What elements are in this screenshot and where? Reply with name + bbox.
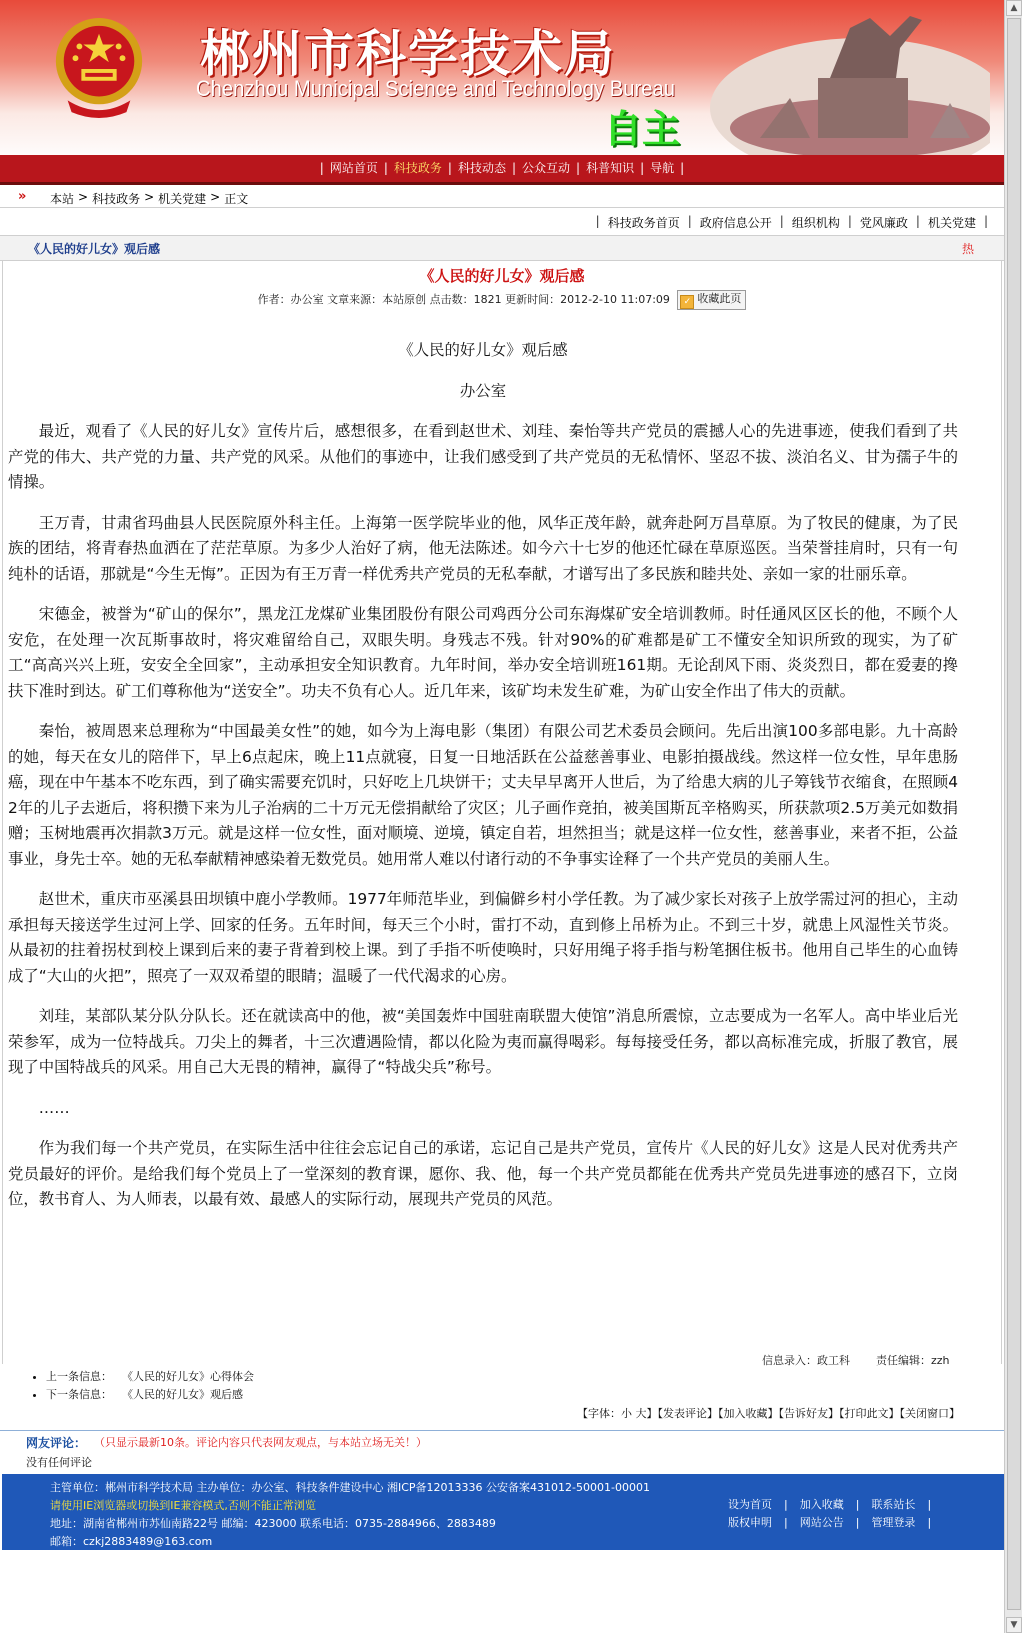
nav-item[interactable]: 科技政务: [393, 161, 442, 175]
next-label: 下一条信息：: [46, 1388, 112, 1401]
comment-title: 网友评论：: [26, 1436, 87, 1450]
footer-link[interactable]: 设为首页: [728, 1498, 772, 1511]
breadcrumb-item[interactable]: 科技政务: [92, 192, 141, 206]
source-value: 本站原创: [382, 293, 427, 306]
article-titlebar: [0, 235, 1004, 261]
subnav-item[interactable]: 机关党建: [927, 216, 976, 230]
statue-photo: [700, 8, 990, 158]
scroll-thumb[interactable]: [1007, 18, 1021, 1610]
bookmark-label: 收藏此页: [697, 292, 742, 305]
subnav-item[interactable]: 科技政务首页: [607, 216, 680, 230]
scroll-down-icon[interactable]: ▼: [1006, 1617, 1022, 1633]
article-paragraph: 最近，观看了《人民的好儿女》宣传片后，感想很多，在看到赵世术、刘珪、秦怡等共产党员的震撼人心的先进事迹，使我们看到了共产党的伟大、共产党的力量、共产党的风采。从他们的事迹中，让我们感受到了共产党员的无私情怀、坚忍不拔、淡泊名义、甘为孺子牛的情操。: [8, 422, 958, 491]
nav-separator: |: [640, 161, 645, 175]
national-emblem-icon: [50, 14, 148, 124]
banner-slogan: 自主: [604, 107, 681, 151]
hits-label: 点击数：: [429, 293, 474, 306]
bookmark-icon: ✓: [680, 295, 694, 309]
breadcrumb-item[interactable]: 机关党建: [158, 192, 207, 206]
subnav-separator: |: [687, 214, 692, 228]
footer-separator: |: [927, 1516, 932, 1529]
article-paragraph: 王万青，甘肃省玛曲县人民医院原外科主任。上海第一医学院毕业的他，风华正茂年龄，就奔赴阿万昌草原。为了牧民的健康，为了民族的团结，将青春热血洒在了茫茫草原。为多少人治好了病，他无法陈述。如今六十七岁的他还忙碌在草原巡医。当荣誉挂肩时，只有一句纯朴的话语，那就是“今生无悔”。正因为有王万青一样优秀共产党员的无私奉献，才谱写出了多民族和睦共处、亲如一家的壮丽乐章。: [8, 513, 958, 583]
footer-right-strip: [964, 1474, 1004, 1550]
article-heading: 《人民的好儿女》观后感: [398, 341, 568, 359]
next-item: [46, 1386, 254, 1404]
article-paragraph: ……: [38, 1098, 70, 1117]
titlebar-title[interactable]: 《人民的好儿女》观后感: [28, 242, 161, 256]
subnav-item[interactable]: 政府信息公开: [699, 216, 772, 230]
vertical-scrollbar[interactable]: [1004, 0, 1022, 1633]
site-banner: [0, 0, 1004, 162]
subnav-item[interactable]: 党风廉政: [859, 216, 908, 230]
scroll-up-icon[interactable]: ▲: [1006, 0, 1022, 16]
footer-line1: 主管单位：郴州市科学技术局 主办单位：办公室、科技条件建设中心 湘ICP备12013336 公安备案431012-50001-00001: [50, 1481, 650, 1494]
hot-label: 热: [961, 242, 974, 256]
nav-item[interactable]: 公众互动: [522, 161, 571, 175]
subnav-item[interactable]: 组织机构: [791, 216, 840, 230]
comment-header: [0, 1430, 1004, 1451]
bookmark-button[interactable]: [677, 290, 746, 310]
footer-link[interactable]: 版权申明: [728, 1516, 772, 1529]
entry-value: 政工科: [817, 1354, 850, 1367]
footer-links: [722, 1496, 937, 1532]
article-tools[interactable]: 【字体：小 大】【发表评论】【加入收藏】【告诉好友】【打印此文】【关闭窗口】: [577, 1407, 960, 1420]
subnav-separator: |: [915, 214, 920, 228]
breadcrumb-separator: >: [78, 190, 89, 204]
author-value: 办公室: [290, 293, 324, 306]
site-subtitle: Chenzhou Municipal Science and Technology Bureau: [196, 76, 675, 101]
updated-label: 更新时间：: [505, 293, 561, 306]
updated-value: 2012-2-10 11:07:09: [560, 293, 670, 306]
site-title: 郴州市科学技术局: [200, 25, 616, 83]
article-paragraph: 刘珪，某部队某分队分队长。还在就读高中的他，被“美国轰炸中国驻南联盟大使馆”消息所震惊，立志要成为一名军人。高中毕业后光荣参军，成为一位特战兵。刀尖上的舞者，十三次遭遇险情，都以化险为夷而赢得喝彩。每每接受任务，都以高标准完成，折服了教官，展现了中国特战兵的风采。用自己大无畏的精神，赢得了“特战尖兵”称号。: [8, 1007, 958, 1076]
footer-address: 地址：湖南省郴州市苏仙南路22号 邮编：423000 联系电话：0735-2884966、2883489: [50, 1517, 496, 1530]
footer-separator: |: [855, 1498, 860, 1511]
article-title: 《人民的好儿女》观后感: [419, 267, 585, 285]
prev-item: [46, 1368, 254, 1386]
breadcrumb-item[interactable]: 本站: [50, 192, 75, 206]
hits-value: 1821: [473, 293, 502, 306]
prev-label: 上一条信息：: [46, 1370, 112, 1383]
sub-navigation: [0, 212, 1004, 232]
entry-label: 信息录入：: [762, 1354, 817, 1367]
subnav-separator: |: [847, 214, 852, 228]
article-paragraph: 宋德金，被誉为“矿山的保尔”，黑龙江龙煤矿业集团股份有限公司鸡西分公司东海煤矿安全培训教师。时任通风区区长的他，不顾个人安危，在处理一次瓦斯事故时，将灾难留给自己，双眼失明。身残志不残。针对90%的矿难都是矿工不懂安全知识所致的现实，为了矿工“高高兴兴上班，安安全全回家”，主动承担安全知识教育。九年时间，举办安全培训班161期。无论刮风下雨、炎炎烈日，都在爱妻的搀扶下准时到达。矿工们尊称他为“送安全”。功夫不负有心人。近几年来，该矿均未发生矿难，为矿山安全作出了伟大的贡献。: [8, 605, 958, 700]
article-meta: [0, 290, 1004, 310]
footer-link[interactable]: 加入收藏: [799, 1498, 844, 1511]
source-label: 文章来源：: [327, 293, 383, 306]
breadcrumb: [0, 187, 1004, 208]
nav-separator: |: [447, 161, 452, 175]
footer-link[interactable]: 管理登录: [871, 1516, 916, 1529]
entry-info: [762, 1352, 850, 1368]
footer-separator: |: [855, 1516, 860, 1529]
comment-empty: 没有任何评论: [26, 1456, 92, 1469]
nav-separator: |: [511, 161, 517, 175]
nav-separator: |: [383, 161, 388, 175]
footer-separator: |: [927, 1498, 932, 1511]
site-footer: [2, 1474, 964, 1550]
article-byline: 办公室: [459, 381, 507, 400]
footer-link[interactable]: 联系站长: [871, 1498, 916, 1511]
nav-item[interactable]: 科普知识: [586, 161, 635, 175]
article-paragraph: 作为我们每一个共产党员，在实际生活中往往会忘记自己的承诺，忘记自己是共产党员，宣传片《人民的好儿女》这是人民对优秀共产党员最好的评价。是给我们每个党员上了一堂深刻的教育课，愿你、我、他，每一个共产党员都能在优秀共产党员先进事迹的感召下，立岗位，教书育人、为人师表，以最有效、最感人的实际行动，展现共产党员的风范。: [8, 1139, 958, 1208]
editor-value: zzh: [931, 1354, 950, 1367]
author-label: 作者：: [257, 293, 291, 306]
nav-separator: |: [680, 161, 685, 175]
breadcrumb-arrow-icon: »: [18, 189, 25, 204]
footer-warning: 请使用IE浏览器或切换到IE兼容模式,否则不能正常浏览: [50, 1499, 316, 1512]
breadcrumb-separator: >: [210, 190, 221, 204]
footer-email: 邮箱：czkj2883489@163.com: [50, 1535, 213, 1548]
footer-link[interactable]: 网站公告: [799, 1516, 844, 1529]
breadcrumb-separator: >: [144, 190, 155, 204]
prev-link[interactable]: 《人民的好儿女》心得体会: [122, 1370, 254, 1383]
subnav-separator: |: [595, 214, 600, 228]
nav-item[interactable]: 导航: [650, 161, 675, 175]
comment-notice: （只显示最新10条。评论内容只代表网友观点，与本站立场无关！）: [94, 1436, 427, 1449]
breadcrumb-item: 正文: [224, 192, 249, 206]
editor-info: [0, 1350, 1004, 1368]
editor-info-value: [876, 1352, 950, 1368]
nav-separator: |: [319, 161, 324, 175]
nav-separator: |: [576, 161, 581, 175]
nav-item[interactable]: 科技动态: [457, 161, 506, 175]
footer-separator: |: [784, 1498, 788, 1511]
main-navigation: [0, 155, 1004, 185]
article-paragraph: 秦怡，被周恩来总理称为“中国最美女性”的她，如今为上海电影（集团）有限公司艺术委员会顾问。先后出演100多部电影。九十高龄的她，每天在女儿的陪伴下，早上6点起床，晚上11点就寝，日复一日地活跃在公益慈善事业、电影拍摄战线。然这样一位女性，早年患肠癌，现在中午基本不吃东西，到了确实需要充饥时，只好吃上几块饼干；丈夫早早离开人世后，为了给患大病的儿子筹钱节衣缩食，在照顾42年的儿子去逝后，将积攒下来为儿子治病的二十万元无偿捐献给了灾区；儿子画作竞拍，被美国斯瓦辛格购买，所获款项2.5万美元如数捐赠；玉树地震再次捐款3万元。就是这样一位女性，面对顺境、逆境，镇定自若，坦然担当；就是这样一位女性，慈善事业，来者不拒，公益事业，身先士卒。她的无私奉献精神感染着无数党员。她用常人难以付诸行动的不争事实诠释了一个共产党员的美丽人生。: [8, 722, 958, 868]
next-link[interactable]: 《人民的好儿女》观后感: [122, 1388, 243, 1401]
article-paragraph: 赵世术，重庆市巫溪县田坝镇中鹿小学教师。1977年师范毕业，到偏僻乡村小学任教。为了减少家长对孩子上放学需过河的担心，主动承担每天接送学生过河上学、回家的任务。五年时间，每天三个小时，雷打不动，直到修上吊桥为止。不到三十岁，就患上风湿性关节炎。从最初的拄着拐杖到校上课到后来的妻子背着到校上课。到了手指不听使唤时，只好用绳子将手指与粉笔捆住板书。他用自己毕生的心血铸成了“大山的火把”，照亮了一双双希望的眼睛；温暖了一代代渴求的心房。: [8, 890, 958, 985]
subnav-separator: |: [779, 214, 784, 228]
editor-label: 责任编辑：: [876, 1354, 931, 1367]
article-body: [8, 338, 958, 1228]
prev-next-list: [34, 1368, 254, 1404]
subnav-separator: |: [983, 214, 988, 228]
nav-item[interactable]: 网站首页: [329, 161, 378, 175]
footer-separator: |: [784, 1516, 788, 1529]
